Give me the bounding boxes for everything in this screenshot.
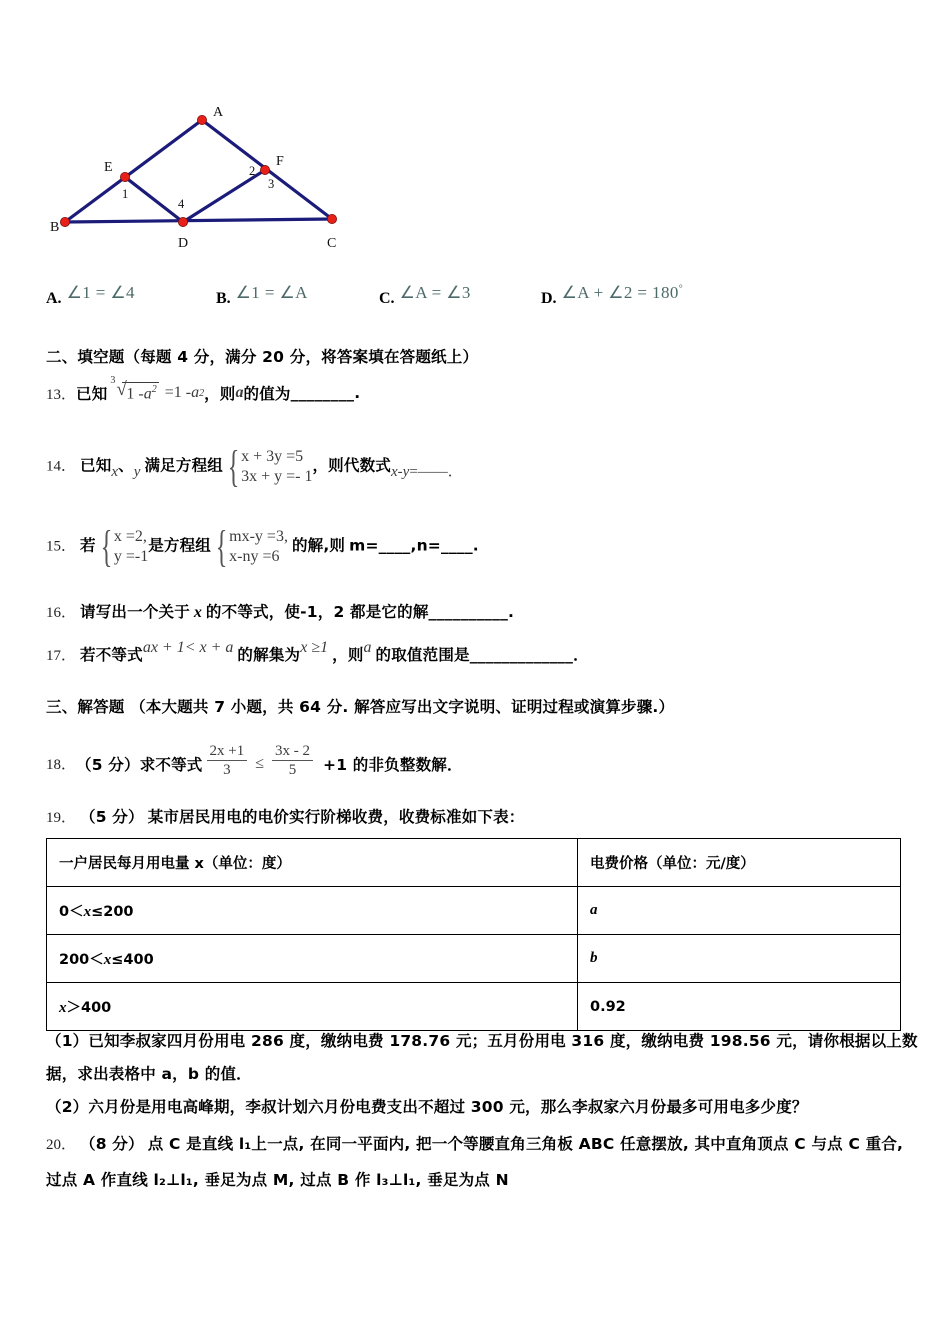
choice-c-expression: ∠A = ∠3: [399, 283, 471, 302]
question-14-var-y: y: [133, 463, 141, 480]
question-16: [46, 600, 514, 622]
vertex-label-e: E: [104, 160, 113, 175]
question-16-text-b: 的不等式，使-1，2 都是它的解: [205, 603, 429, 621]
table-cell-range-1: [47, 887, 578, 935]
question-18-text-a: 求不等式: [139, 755, 203, 774]
question-17-text-b: 的解集为: [237, 646, 301, 664]
question-16-number: 16．: [46, 605, 77, 621]
fraction-left-numerator: 2x +1: [209, 743, 245, 759]
choice-b-label: B.: [216, 290, 231, 307]
question-14-answer-blank[interactable]: =——．: [409, 463, 463, 480]
choice-d-expression: [562, 283, 684, 302]
question-13-answer-blank[interactable]: ________: [290, 384, 355, 402]
table-cell-range-3: [47, 983, 578, 1031]
question-17-text-d: 的取值范围是: [375, 646, 470, 664]
equation-system-15-rows: [229, 527, 288, 567]
equation-14-line-2: 3x + y =- 1: [241, 468, 313, 485]
question-16-text-a: 请写出一个关于: [80, 603, 190, 621]
radical-sign-icon: √: [116, 379, 127, 401]
fraction-left-denominator: 3: [207, 760, 248, 781]
equation-right-exponent: 2: [199, 387, 205, 399]
fraction-right-denominator: 5: [272, 760, 313, 781]
question-17-text-a: 若不等式: [80, 646, 143, 664]
question-14-tail: ，则代数式: [312, 456, 391, 475]
question-14-number: 14．: [46, 458, 77, 475]
table-cell-price-2: b: [578, 935, 901, 983]
question-14-lead: 已知: [80, 456, 112, 475]
table-header-usage: 一户居民每月用电量 x（单位：度）: [47, 839, 578, 887]
vertex-point-c: [327, 214, 336, 223]
question-17-number: 17．: [46, 648, 77, 664]
question-20-line2: 过点 A 作直线 l₂⊥l₁, 垂足为点 M, 过点 B 作 l₃⊥l₁, 垂足为点 N: [46, 1171, 509, 1189]
question-15-answer-blanks[interactable]: m=____,n=____.: [349, 536, 479, 555]
solution-15-line-1: x =2,: [113, 528, 147, 545]
question-17-solution-set: x ≥1: [300, 639, 329, 656]
choice-c[interactable]: [379, 283, 471, 307]
question-16-answer-blank[interactable]: __________: [428, 603, 509, 621]
question-18-score: （5 分）: [76, 755, 140, 774]
electricity-rate-table: [46, 838, 901, 1031]
range-1-suffix: ≤200: [91, 904, 134, 920]
radical-body: [122, 382, 158, 403]
equation-right-prefix: =1 -: [164, 384, 192, 401]
range-2-prefix: 200＜: [59, 952, 104, 968]
question-19-part1-line1: （1）已知李叔家四月份用电 286 度，缴纳电费 178.76 元；五月份用电 316 度，缴纳电费 198.56 元，请你根据以上数: [46, 1032, 918, 1050]
section-3-heading: 三、解答题 （本大题共 7 小题，共 64 分. 解答应写出文字说明、证明过程或演算步骤.）: [46, 698, 675, 716]
question-16-period: .: [508, 603, 515, 621]
choice-d-expression-text: ∠A + ∠2 = 180: [561, 283, 679, 302]
question-14-expr-x: x: [391, 463, 398, 480]
table-cell-range-2: [47, 935, 578, 983]
equation-system-14: [223, 441, 313, 491]
table-header-row: [47, 839, 901, 887]
question-19-part1-line2: 据，求出表格中 a，b 的值．: [46, 1065, 252, 1083]
question-19-part2: （2）六月份是用电高峰期，李叔计划六月份电费支出不超过 300 元，那么李叔家六月份最多可用电多少度？: [46, 1098, 808, 1116]
question-19-stem: [46, 805, 525, 827]
radical-body-variable: a: [143, 385, 152, 403]
question-18-text-b: +1 的非负整数解．: [323, 755, 463, 774]
question-15-lead: 若: [80, 536, 96, 555]
question-13-lead: 已知: [76, 385, 108, 403]
question-13-period: .: [354, 384, 361, 402]
vertex-point-d: [178, 217, 187, 226]
vertex-label-c: C: [327, 236, 337, 250]
fraction-left: [207, 743, 248, 781]
table-cell-price-1: a: [578, 887, 901, 935]
section-2-heading: 二、填空题（每题 4 分，满分 20 分，将答案填在答题纸上）: [46, 348, 479, 366]
radical-body-const: 1 -: [126, 385, 144, 403]
answer-choices: [46, 283, 906, 315]
radical-body-exponent: 2: [151, 384, 157, 396]
question-14-expr-minus: -: [397, 463, 403, 480]
vertex-label-a: A: [213, 105, 224, 120]
solution-pair-15: [96, 521, 149, 571]
vertex-point-e: [120, 172, 129, 181]
equation-14-line-1: x + 3y =5: [241, 448, 304, 465]
choice-a-label: A.: [46, 290, 62, 307]
question-20-score: （8 分）: [80, 1135, 144, 1153]
left-brace-icon: {: [227, 441, 240, 491]
question-17-text-c: ，则: [332, 646, 364, 664]
segment-ed: [125, 177, 183, 222]
inequality-relation: ≤: [255, 754, 265, 772]
solution-15-line-2: y =-1: [113, 548, 149, 565]
vertex-point-f: [260, 165, 269, 174]
question-15-tail: 的解,则: [291, 536, 346, 555]
cube-root-expression: [109, 375, 158, 403]
choice-d-degree-sup: °: [678, 283, 684, 295]
fraction-right-numerator: 3x - 2: [275, 743, 311, 759]
equation-system-15: [211, 521, 288, 571]
choice-c-label: C.: [379, 290, 395, 307]
choice-b-expression: ∠1 = ∠A: [235, 283, 308, 302]
angle-label-2: 2: [249, 164, 256, 178]
equation-15-line-2: x-ny =6: [229, 548, 280, 565]
question-19-number: 19．: [46, 810, 77, 826]
question-14-mid: 满足方程组: [144, 456, 223, 475]
question-17-variable: a: [363, 639, 372, 656]
question-15-mid: 是方程组: [148, 536, 212, 555]
vertex-label-f: F: [276, 154, 284, 169]
left-brace-icon: {: [215, 521, 228, 571]
solution-pair-15-rows: [114, 527, 148, 567]
question-16-variable: x: [193, 604, 202, 621]
choice-a[interactable]: [46, 283, 135, 307]
question-17-answer-blank[interactable]: _____________: [469, 646, 574, 664]
geometry-figure: [50, 95, 380, 250]
triangle-figure-svg: [50, 95, 380, 250]
question-13-tail-b: 的值为: [243, 385, 291, 403]
question-18-number: 18．: [46, 757, 77, 774]
range-1-variable: x: [83, 904, 92, 920]
question-17-period: ．: [573, 646, 589, 664]
vertex-point-a: [197, 115, 206, 124]
left-brace-icon: {: [100, 521, 113, 571]
question-15-number: 15．: [46, 538, 77, 555]
vertex-point-b: [60, 217, 69, 226]
question-15: [46, 521, 479, 571]
question-14: [46, 441, 463, 491]
question-14-separator: 、: [118, 456, 134, 475]
table-header-price: 电费价格（单位：元/度）: [578, 839, 901, 887]
angle-label-4: 4: [178, 197, 185, 211]
question-19-score: （5 分）: [80, 808, 144, 826]
question-14-var-x: x: [111, 463, 119, 480]
table-row: [47, 887, 901, 935]
choice-b[interactable]: [216, 283, 308, 307]
question-19-stem-text: 某市居民用电的电价实行阶梯收费，收费标准如下表：: [147, 808, 525, 826]
range-1-prefix: 0＜: [59, 904, 84, 920]
choice-d-label: D.: [541, 290, 557, 307]
equation-system-14-rows: [241, 447, 312, 487]
vertex-label-b: B: [50, 220, 60, 235]
choice-d[interactable]: [541, 283, 684, 307]
range-3-suffix: ＞400: [66, 1000, 112, 1016]
question-17-inequality: ax + 1< x + a: [142, 639, 234, 656]
segment-bc: [65, 219, 332, 222]
angle-label-1: 1: [122, 187, 129, 201]
range-2-variable: x: [103, 952, 112, 968]
choice-a-expression: ∠1 = ∠4: [66, 283, 135, 302]
table-row: [47, 983, 901, 1031]
question-20-text-line1: 点 C 是直线 l₁上一点, 在同一平面内, 把一个等腰直角三角板 ABC 任意摆放, 其中直角顶点 C 与点 C 重合,: [147, 1135, 904, 1153]
angle-label-3: 3: [268, 177, 275, 191]
table-cell-price-3: 0.92: [578, 983, 901, 1031]
table-row: [47, 935, 901, 983]
question-13: [46, 375, 361, 404]
radical-index: 3: [110, 375, 116, 387]
question-14-expr-y: y: [402, 463, 410, 480]
question-13-variable: a: [235, 384, 244, 401]
question-13-number: 13．: [46, 386, 77, 403]
vertex-label-d: D: [178, 236, 189, 250]
range-3-variable: x: [59, 1000, 67, 1016]
range-2-suffix: ≤400: [111, 952, 154, 968]
question-17: [46, 639, 589, 665]
question-13-tail-a: ，则: [204, 385, 236, 403]
question-20-line1: [46, 1132, 903, 1154]
fraction-right: [272, 743, 313, 781]
equation-right-variable: a: [191, 384, 200, 401]
question-20-number: 20．: [46, 1137, 77, 1153]
equation-15-line-1: mx-y =3,: [229, 528, 288, 545]
question-18: [46, 745, 463, 783]
